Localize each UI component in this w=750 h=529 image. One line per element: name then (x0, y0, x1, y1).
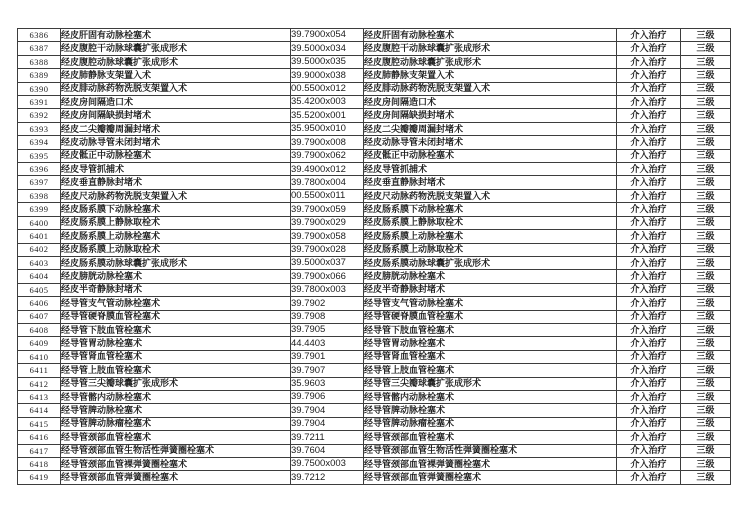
procedure-code: 39.7900x066 (291, 270, 364, 283)
row-number: 6411 (18, 364, 61, 377)
procedure-name: 经导管颈部血管弹簧圈栓塞术 (61, 471, 291, 485)
category-cell: 介入治疗 (617, 283, 681, 296)
procedure-name: 经皮肠系膜动脉球囊扩张成形术 (61, 256, 291, 269)
level-cell: 三级 (681, 297, 731, 310)
procedure-code: 39.7900x058 (291, 230, 364, 243)
procedure-code: 00.5500x012 (291, 82, 364, 95)
procedure-name: 经导管支气管动脉栓塞术 (61, 297, 291, 310)
row-number: 6399 (18, 203, 61, 216)
procedure-name-repeat: 经导管上肢血管栓塞术 (364, 364, 617, 377)
category-cell: 介入治疗 (617, 96, 681, 109)
procedure-name: 经导管颈部血管裸弹簧圈栓塞术 (61, 458, 291, 471)
category-cell: 介入治疗 (617, 350, 681, 363)
level-cell: 三级 (681, 337, 731, 350)
procedure-name-repeat: 经皮动脉导管未闭封堵术 (364, 136, 617, 149)
level-cell: 三级 (681, 82, 731, 95)
row-number: 6404 (18, 270, 61, 283)
category-cell: 介入治疗 (617, 243, 681, 256)
level-cell: 三级 (681, 216, 731, 229)
table-row (18, 136, 731, 149)
level-cell: 三级 (681, 350, 731, 363)
procedure-code: 35.5200x001 (291, 109, 364, 122)
row-number: 6403 (18, 256, 61, 269)
level-cell: 三级 (681, 364, 731, 377)
table-row (18, 471, 731, 485)
procedure-name: 经皮尺动脉药物洗脱支架置入术 (61, 189, 291, 202)
table-row (18, 122, 731, 135)
level-cell: 三级 (681, 149, 731, 162)
table-row (18, 323, 731, 336)
level-cell: 三级 (681, 122, 731, 135)
row-number: 6398 (18, 189, 61, 202)
row-number: 6389 (18, 69, 61, 82)
row-number: 6419 (18, 471, 61, 485)
category-cell: 介入治疗 (617, 136, 681, 149)
procedure-name-repeat: 经导管脾动脉瘤栓塞术 (364, 417, 617, 430)
procedure-name: 经皮半奇静脉封堵术 (61, 283, 291, 296)
table-row (18, 203, 731, 216)
level-cell: 三级 (681, 310, 731, 323)
table-row (18, 377, 731, 390)
level-cell: 三级 (681, 230, 731, 243)
procedure-name: 经皮动脉导管未闭封堵术 (61, 136, 291, 149)
procedure-name-repeat: 经导管肾血管栓塞术 (364, 350, 617, 363)
row-number: 6417 (18, 444, 61, 457)
procedure-code: 39.7900x054 (291, 29, 364, 42)
procedure-name: 经导管脾动脉瘤栓塞术 (61, 417, 291, 430)
table-row (18, 42, 731, 55)
procedure-name-repeat: 经导管支气管动脉栓塞术 (364, 297, 617, 310)
table-row (18, 149, 731, 162)
level-cell: 三级 (681, 390, 731, 403)
procedure-code: 39.7900x029 (291, 216, 364, 229)
procedure-name-repeat: 经皮腹腔动脉球囊扩张成形术 (364, 55, 617, 68)
row-number: 6412 (18, 377, 61, 390)
procedure-code: 39.7800x004 (291, 176, 364, 189)
table-row (18, 29, 731, 42)
category-cell: 介入治疗 (617, 310, 681, 323)
level-cell: 三级 (681, 270, 731, 283)
procedure-name-repeat: 经皮房间隔造口术 (364, 96, 617, 109)
row-number: 6402 (18, 243, 61, 256)
procedure-table (17, 28, 731, 485)
procedure-name: 经导管颈部血管栓塞术 (61, 431, 291, 444)
row-number: 6387 (18, 42, 61, 55)
procedure-code: 39.7907 (291, 364, 364, 377)
procedure-name: 经皮膀胱动脉栓塞术 (61, 270, 291, 283)
table-row (18, 404, 731, 417)
category-cell: 介入治疗 (617, 444, 681, 457)
procedure-name-repeat: 经皮半奇静脉封堵术 (364, 283, 617, 296)
procedure-code: 39.7212 (291, 471, 364, 485)
procedure-name: 经皮肺静脉支架置入术 (61, 69, 291, 82)
level-cell: 三级 (681, 42, 731, 55)
category-cell: 介入治疗 (617, 404, 681, 417)
category-cell: 介入治疗 (617, 69, 681, 82)
level-cell: 三级 (681, 136, 731, 149)
level-cell: 三级 (681, 458, 731, 471)
category-cell: 介入治疗 (617, 297, 681, 310)
procedure-name: 经导管三尖瓣球囊扩张成形术 (61, 377, 291, 390)
table-row (18, 444, 731, 457)
row-number: 6414 (18, 404, 61, 417)
procedure-name: 经皮腹腔动脉球囊扩张成形术 (61, 55, 291, 68)
procedure-name: 经导管硬脊膜血管栓塞术 (61, 310, 291, 323)
table-row (18, 163, 731, 176)
procedure-name-repeat: 经导管脾动脉栓塞术 (364, 404, 617, 417)
category-cell: 介入治疗 (617, 270, 681, 283)
procedure-name: 经皮房间隔缺损封堵术 (61, 109, 291, 122)
procedure-code: 35.4200x003 (291, 96, 364, 109)
category-cell: 介入治疗 (617, 149, 681, 162)
table-row (18, 364, 731, 377)
procedure-name: 经导管脾动脉栓塞术 (61, 404, 291, 417)
procedure-name-repeat: 经皮肠系膜动脉球囊扩张成形术 (364, 256, 617, 269)
category-cell: 介入治疗 (617, 458, 681, 471)
procedure-name-repeat: 经皮肠系膜上静脉取栓术 (364, 216, 617, 229)
category-cell: 介入治疗 (617, 256, 681, 269)
row-number: 6395 (18, 149, 61, 162)
row-number: 6401 (18, 230, 61, 243)
procedure-name: 经导管颈部血管生物活性弹簧圈栓塞术 (61, 444, 291, 457)
level-cell: 三级 (681, 283, 731, 296)
procedure-code: 35.9500x010 (291, 122, 364, 135)
row-number: 6416 (18, 431, 61, 444)
procedure-name: 经皮腓动脉药物洗脱支架置入术 (61, 82, 291, 95)
category-cell: 介入治疗 (617, 55, 681, 68)
category-cell: 介入治疗 (617, 390, 681, 403)
procedure-name-repeat: 经皮尺动脉药物洗脱支架置入术 (364, 189, 617, 202)
procedure-code: 39.7900x062 (291, 149, 364, 162)
table-row (18, 337, 731, 350)
category-cell: 介入治疗 (617, 230, 681, 243)
level-cell: 三级 (681, 96, 731, 109)
procedure-name: 经皮二尖瓣瓣周漏封堵术 (61, 122, 291, 135)
row-number: 6397 (18, 176, 61, 189)
table-row (18, 350, 731, 363)
procedure-name: 经皮垂直静脉封堵术 (61, 176, 291, 189)
category-cell: 介入治疗 (617, 203, 681, 216)
category-cell: 介入治疗 (617, 82, 681, 95)
category-cell: 介入治疗 (617, 163, 681, 176)
procedure-code: 39.7900x008 (291, 136, 364, 149)
procedure-code: 39.5000x037 (291, 256, 364, 269)
procedure-name-repeat: 经导管硬脊膜血管栓塞术 (364, 310, 617, 323)
table-row (18, 243, 731, 256)
row-number: 6409 (18, 337, 61, 350)
procedure-name: 经皮肠系膜上动脉栓塞术 (61, 230, 291, 243)
level-cell: 三级 (681, 471, 731, 485)
level-cell: 三级 (681, 431, 731, 444)
procedure-code: 39.7902 (291, 297, 364, 310)
procedure-code: 39.7500x003 (291, 458, 364, 471)
level-cell: 三级 (681, 176, 731, 189)
row-number: 6391 (18, 96, 61, 109)
category-cell: 介入治疗 (617, 337, 681, 350)
procedure-code: 39.5000x034 (291, 42, 364, 55)
procedure-code: 39.7906 (291, 390, 364, 403)
procedure-name: 经导管胃动脉栓塞术 (61, 337, 291, 350)
category-cell: 介入治疗 (617, 42, 681, 55)
procedure-name: 经皮肠系膜上静脉取栓术 (61, 216, 291, 229)
row-number: 6400 (18, 216, 61, 229)
level-cell: 三级 (681, 109, 731, 122)
table-row (18, 176, 731, 189)
level-cell: 三级 (681, 417, 731, 430)
table-row (18, 310, 731, 323)
procedure-name: 经导管下肢血管栓塞术 (61, 323, 291, 336)
level-cell: 三级 (681, 243, 731, 256)
procedure-code: 39.4900x012 (291, 163, 364, 176)
procedure-name: 经导管肾血管栓塞术 (61, 350, 291, 363)
row-number: 6394 (18, 136, 61, 149)
procedure-name: 经皮肠系膜上动脉取栓术 (61, 243, 291, 256)
level-cell: 三级 (681, 256, 731, 269)
table-row (18, 189, 731, 202)
table-row (18, 55, 731, 68)
category-cell: 介入治疗 (617, 29, 681, 42)
table-row (18, 458, 731, 471)
category-cell: 介入治疗 (617, 216, 681, 229)
category-cell: 介入治疗 (617, 377, 681, 390)
procedure-code: 39.7901 (291, 350, 364, 363)
procedure-code: 39.7905 (291, 323, 364, 336)
row-number: 6392 (18, 109, 61, 122)
procedure-name-repeat: 经导管胃动脉栓塞术 (364, 337, 617, 350)
procedure-name-repeat: 经导管颈部血管弹簧圈栓塞术 (364, 471, 617, 485)
category-cell: 介入治疗 (617, 323, 681, 336)
procedure-name-repeat: 经皮腹腔干动脉球囊扩张成形术 (364, 42, 617, 55)
table-row (18, 431, 731, 444)
row-number: 6418 (18, 458, 61, 471)
table-row (18, 297, 731, 310)
procedure-name: 经皮导管抓捕术 (61, 163, 291, 176)
procedure-name-repeat: 经皮房间隔缺损封堵术 (364, 109, 617, 122)
procedure-name: 经皮房间隔造口术 (61, 96, 291, 109)
procedure-code: 39.7604 (291, 444, 364, 457)
procedure-code: 39.7908 (291, 310, 364, 323)
procedure-code: 39.7900x028 (291, 243, 364, 256)
table-row (18, 82, 731, 95)
procedure-code: 00.5500x011 (291, 189, 364, 202)
level-cell: 三级 (681, 55, 731, 68)
procedure-name: 经皮肝固有动脉栓塞术 (61, 29, 291, 42)
table-row (18, 216, 731, 229)
procedure-code: 39.9000x038 (291, 69, 364, 82)
row-number: 6408 (18, 323, 61, 336)
level-cell: 三级 (681, 444, 731, 457)
procedure-code: 39.7900x059 (291, 203, 364, 216)
level-cell: 三级 (681, 203, 731, 216)
procedure-code: 39.5000x035 (291, 55, 364, 68)
table-row (18, 390, 731, 403)
level-cell: 三级 (681, 377, 731, 390)
row-number: 6396 (18, 163, 61, 176)
row-number: 6388 (18, 55, 61, 68)
row-number: 6413 (18, 390, 61, 403)
category-cell: 介入治疗 (617, 109, 681, 122)
category-cell: 介入治疗 (617, 417, 681, 430)
procedure-name: 经皮腹腔干动脉球囊扩张成形术 (61, 42, 291, 55)
table-row (18, 270, 731, 283)
procedure-name-repeat: 经皮肺静脉支架置入术 (364, 69, 617, 82)
row-number: 6386 (18, 29, 61, 42)
procedure-name-repeat: 经导管颈部血管生物活性弹簧圈栓塞术 (364, 444, 617, 457)
row-number: 6390 (18, 82, 61, 95)
table-row (18, 69, 731, 82)
category-cell: 介入治疗 (617, 364, 681, 377)
procedure-name-repeat: 经皮腓动脉药物洗脱支架置入术 (364, 82, 617, 95)
procedure-code: 39.7211 (291, 431, 364, 444)
level-cell: 三级 (681, 189, 731, 202)
procedure-name-repeat: 经皮垂直静脉封堵术 (364, 176, 617, 189)
procedure-name-repeat: 经皮肠系膜上动脉栓塞术 (364, 230, 617, 243)
table-row (18, 283, 731, 296)
procedure-name-repeat: 经导管颈部血管栓塞术 (364, 431, 617, 444)
table-row (18, 96, 731, 109)
procedure-name-repeat: 经导管三尖瓣球囊扩张成形术 (364, 377, 617, 390)
procedure-code: 39.7800x003 (291, 283, 364, 296)
table-row (18, 109, 731, 122)
level-cell: 三级 (681, 404, 731, 417)
category-cell: 介入治疗 (617, 189, 681, 202)
procedure-name-repeat: 经皮膀胱动脉栓塞术 (364, 270, 617, 283)
row-number: 6393 (18, 122, 61, 135)
table-row (18, 256, 731, 269)
procedure-code: 44.4403 (291, 337, 364, 350)
row-number: 6406 (18, 297, 61, 310)
procedure-name: 经导管髂内动脉栓塞术 (61, 390, 291, 403)
level-cell: 三级 (681, 163, 731, 176)
procedure-name-repeat: 经导管髂内动脉栓塞术 (364, 390, 617, 403)
procedure-name: 经导管上肢血管栓塞术 (61, 364, 291, 377)
row-number: 6407 (18, 310, 61, 323)
procedure-name-repeat: 经皮二尖瓣瓣周漏封堵术 (364, 122, 617, 135)
procedure-code: 39.7904 (291, 404, 364, 417)
procedure-code: 35.9603 (291, 377, 364, 390)
level-cell: 三级 (681, 323, 731, 336)
procedure-name-repeat: 经导管颈部血管裸弹簧圈栓塞术 (364, 458, 617, 471)
procedure-code: 39.7904 (291, 417, 364, 430)
procedure-name-repeat: 经导管下肢血管栓塞术 (364, 323, 617, 336)
table-row (18, 230, 731, 243)
procedure-name: 经皮骶正中动脉栓塞术 (61, 149, 291, 162)
table-row (18, 417, 731, 430)
level-cell: 三级 (681, 29, 731, 42)
row-number: 6415 (18, 417, 61, 430)
category-cell: 介入治疗 (617, 471, 681, 485)
row-number: 6410 (18, 350, 61, 363)
procedure-name-repeat: 经皮骶正中动脉栓塞术 (364, 149, 617, 162)
row-number: 6405 (18, 283, 61, 296)
procedure-name-repeat: 经皮肝固有动脉栓塞术 (364, 29, 617, 42)
category-cell: 介入治疗 (617, 431, 681, 444)
procedure-name: 经皮肠系膜下动脉栓塞术 (61, 203, 291, 216)
category-cell: 介入治疗 (617, 122, 681, 135)
procedure-name-repeat: 经皮导管抓捕术 (364, 163, 617, 176)
procedure-name-repeat: 经皮肠系膜上动脉取栓术 (364, 243, 617, 256)
level-cell: 三级 (681, 69, 731, 82)
category-cell: 介入治疗 (617, 176, 681, 189)
procedure-name-repeat: 经皮肠系膜下动脉栓塞术 (364, 203, 617, 216)
